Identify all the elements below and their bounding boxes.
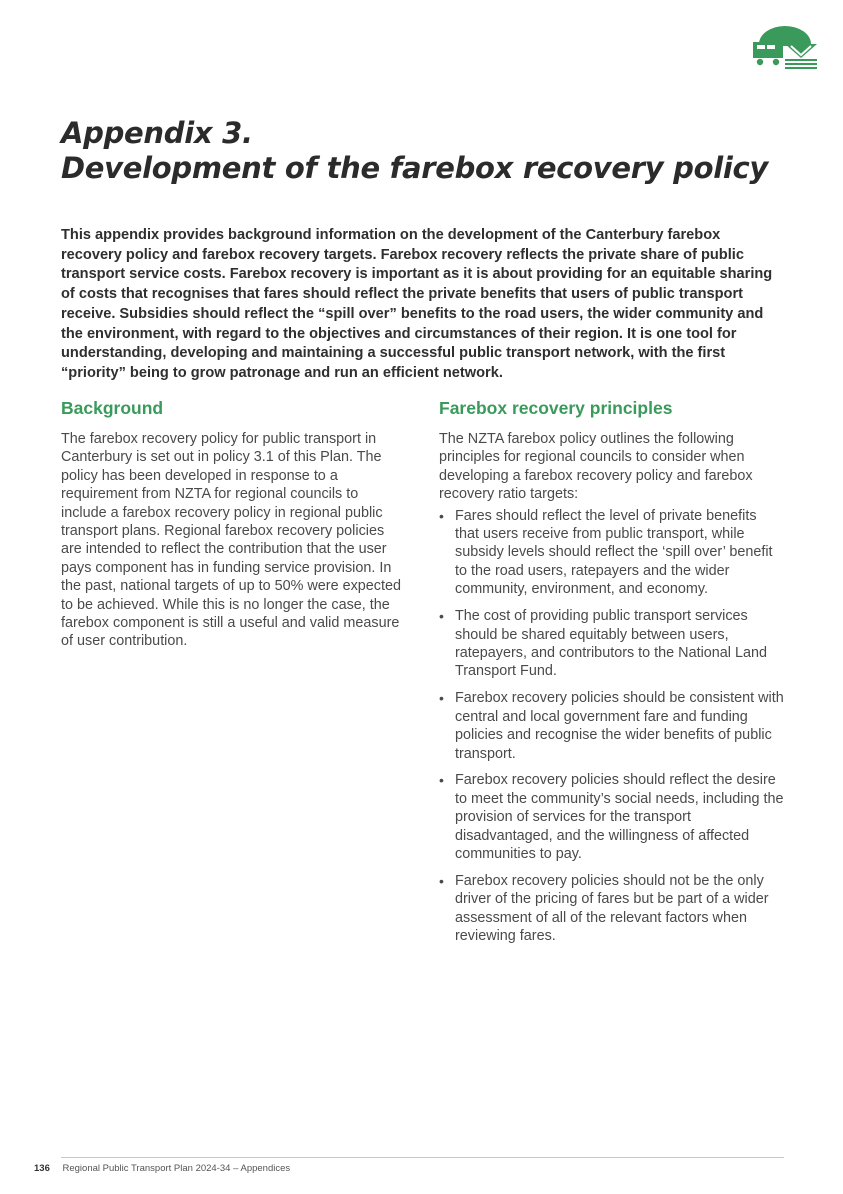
bullet-icon: •	[439, 872, 444, 889]
principles-intro: The NZTA farebox policy outlines the following principles for regional councils to consider when developing a farebox recovery policy and farebox recovery ratio targets:	[439, 431, 753, 503]
background-section	[61, 397, 401, 651]
background-text: The farebox recovery policy for public transport in Canterbury is set out in policy 3.1 of this Plan. The policy has been developed in response to a requirement from NZTA for regional councils to include a farebox recovery policy in regional public transport plans. Regional farebox recovery policies are intended to reflect the contribution that the user pays component has in funding service provision. In the past, national targets of up to 50% were expected to be achieved. While this is no longer the case, the farebox component is still a useful and valid measure of user contribution.	[61, 431, 401, 650]
bullet-icon: •	[439, 608, 444, 625]
list-item	[439, 507, 784, 599]
list-item-text: The cost of providing public transport services should be shared equitably between users, ratepayers, and contributors to the National Land Transport Fund.	[455, 608, 767, 680]
list-item	[439, 689, 784, 763]
bullet-icon: •	[439, 772, 444, 789]
bus-logo-icon	[751, 24, 819, 70]
footer-text: Regional Public Transport Plan 2024-34 – Appendices	[62, 1163, 291, 1174]
list-item-text: Fares should reflect the level of private benefits that users receive from public transport, while subsidy levels should reflect the ‘spill over’ benefit to the road users, ratepayers and the wider community, environment, and economy.	[455, 507, 773, 598]
footer-divider	[61, 1157, 784, 1158]
title-line-2: Development of the farebox recovery policy	[61, 151, 768, 185]
principles-heading: Farebox recovery principles	[439, 398, 673, 418]
list-item-text: Farebox recovery policies should reflect the desire to meet the community’s social needs, including the provision of services for the transport disadvantaged, and the willingness of affected communities to pay.	[455, 772, 784, 863]
background-heading: Background	[61, 398, 164, 418]
page-footer	[34, 1163, 290, 1175]
bullet-icon: •	[439, 690, 444, 707]
page-number: 136	[34, 1163, 50, 1174]
list-item-text: Farebox recovery policies should not be the only driver of the pricing of fares but be part of a wider assessment of all of the relevant factors when reviewing fares.	[455, 872, 769, 945]
principles-section	[439, 397, 784, 954]
list-item	[439, 607, 784, 681]
bullet-icon: •	[439, 507, 444, 524]
list-item-text: Farebox recovery policies should be consistent with central and local government fare and funding policies and recognise the wider benefits of public transport.	[455, 690, 784, 762]
list-item	[439, 872, 784, 946]
list-item	[439, 771, 784, 863]
intro-paragraph: This appendix provides background information on the development of the Canterbury farebox recovery policy and farebox recovery targets. Farebox recovery reflects the private share of public transport service costs. Farebox recovery is important as it is about providing for an equitable sharing of costs that recognises that fares should reflect the private benefits that users of public transport receive. Subsidies should reflect the “spill over” benefits to the road users, the wider community and the environment, with regard to the objectives and circumstances of their region. It is one tool for understanding, developing and maintaining a successful public transport network, with the first “priority” being to grow patronage and run an efficient network.	[61, 227, 773, 381]
principles-list	[439, 507, 784, 946]
page-title	[61, 116, 768, 186]
title-line-1: Appendix 3.	[61, 116, 253, 150]
